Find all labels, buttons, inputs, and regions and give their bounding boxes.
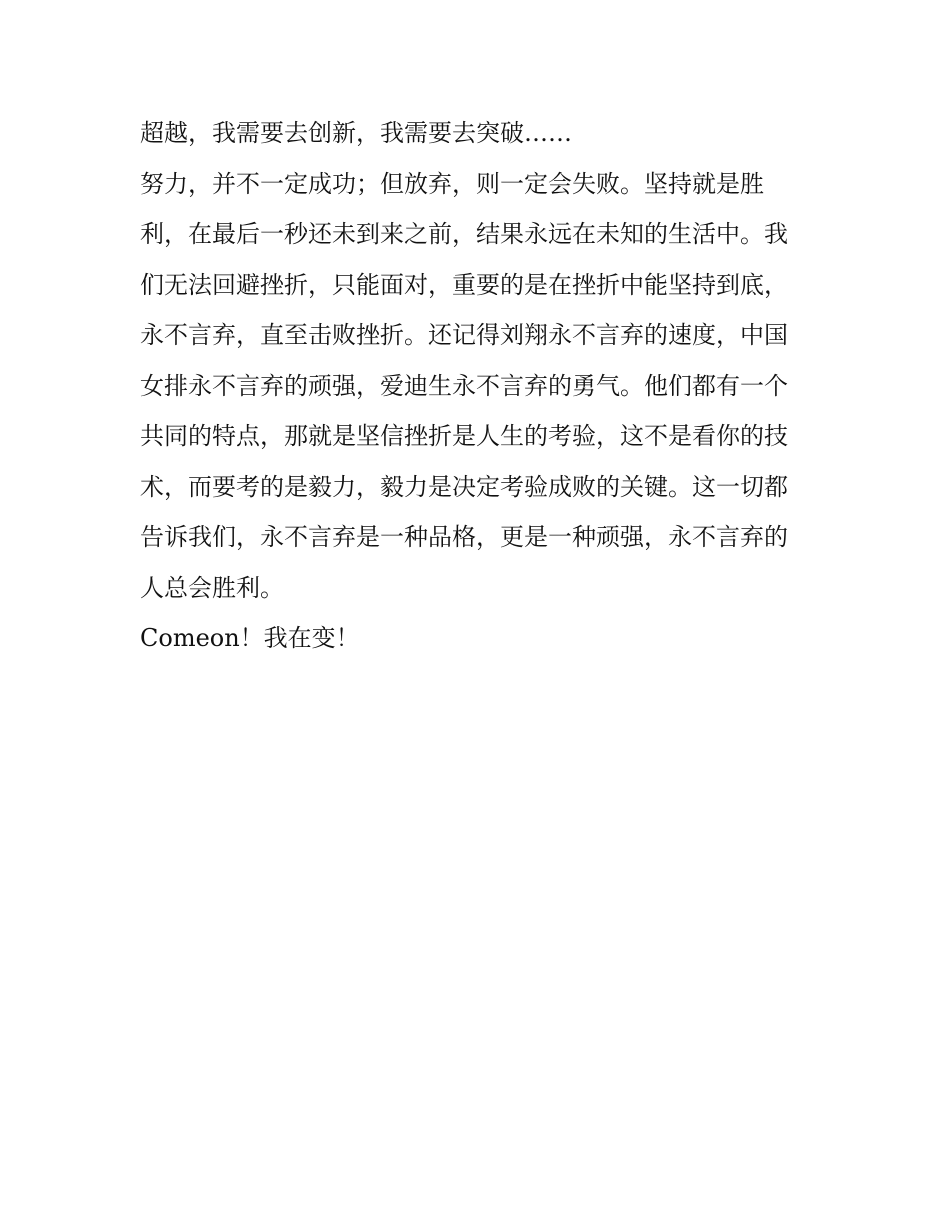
text-line: 们无法回避挫折，只能面对，重要的是在挫折中能坚持到底，	[140, 270, 788, 299]
text-line: 超越，我需要去创新，我需要去突破……	[140, 119, 572, 147]
text-line: 人总会胜利。	[140, 573, 284, 602]
text-line: 女排永不言弃的顽强，爱迪生永不言弃的勇气。他们都有一个	[140, 371, 788, 400]
paragraph-closing	[140, 613, 813, 664]
paragraph-intro	[140, 108, 813, 159]
paragraph-main	[140, 159, 813, 614]
text-line: 努力，并不一定成功；但放弃，则一定会失败。坚持就是胜	[140, 169, 764, 198]
document-body	[140, 108, 813, 664]
text-line: Comeon！我在变！	[140, 624, 360, 652]
text-line: 告诉我们，永不言弃是一种品格，更是一种顽强，永不言弃的	[140, 523, 788, 551]
text-line: 共同的特点，那就是坚信挫折是人生的考验，这不是看你的技	[140, 422, 788, 450]
text-line: 利，在最后一秒还未到来之前，结果永远在未知的生活中。我	[140, 220, 788, 248]
text-line: 永不言弃，直至击败挫折。还记得刘翔永不言弃的速度，中国	[140, 321, 788, 349]
text-line: 术，而要考的是毅力，毅力是决定考验成败的关键。这一切都	[140, 472, 788, 501]
